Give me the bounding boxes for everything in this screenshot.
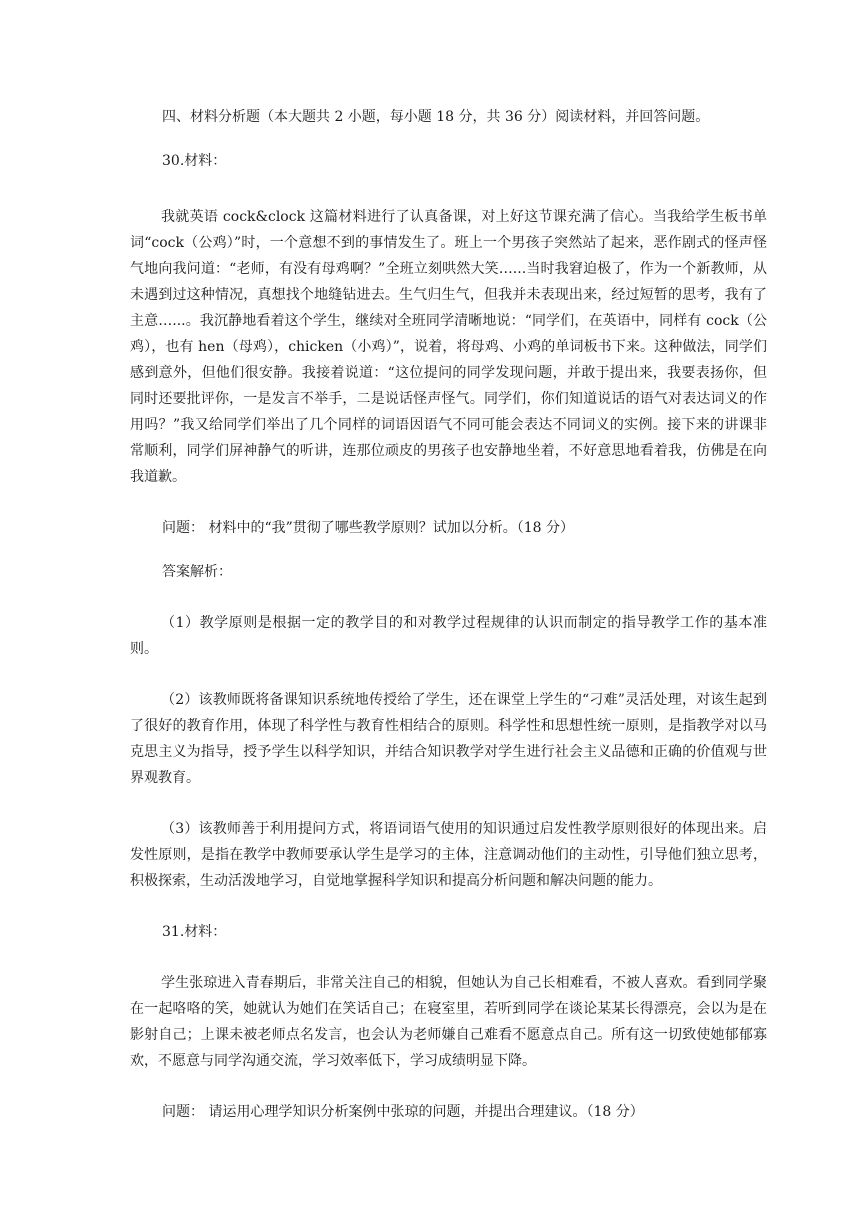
q31-question: 问题： 请运用心理学知识分析案例中张琼的问题，并提出合理建议。（18 分） [162,1104,644,1120]
section-title: 四、材料分析题（本大题共 2 小题，每小题 18 分，共 36 分）阅读材料，并回答问题。 [162,109,710,125]
q30-material: 我就英语 cock&clock 这篇材料进行了认真备课，对上好这节课充满了信心。当我给学生板书单词“cock（公鸡）”时，一个意想不到的事情发生了。班上一个男孩子突然站了起来，恶作剧式的怪声怪气地向我问道：“老师，有没有母鸡啊？”全班立刻哄然大笑…...当时我窘迫极了，作为一个新教师，从未遇到过这种情况，真想找个地缝钻进去。生气归生气，但我并未表现出来，经过短暂的思考，我有了主意…...。我沉静地看着这个学生，继续对全班同学清晰地说：“同学们，在英语中，同样有 cock（公鸡），也有 hen（母鸡），chicken（小鸡）”，说着，将母鸡、小鸡的单词板书下来。这种做法，同学们感到意外，但他们很安静。我接着说道：“这位提问的同学发现问题，并敢于提出来，我要表扬你，但同时还要批评你，一是发言不举手，二是说话怪声怪气。同学们，你们知道说话的语气对表达词义的作用吗？”我又给同学们举出了几个同样的词语因语气不同可能会表达不同词义的实例。接下来的讲课非常顺利，同学们屏神静气的听讲，连那位顽皮的男孩子也安静地坐着，不好意思地看着我，仿佛是在向我道歉。 [130,209,767,485]
q30-answer-1: （1）教学原则是根据一定的教学目的和对教学过程规律的认识而制定的指导教学工作的基本准则。 [130,615,767,657]
q30-answer-label: 答案解析： [162,564,232,580]
q31-label: 31.材料： [162,924,227,940]
q31-material: 学生张琼进入青春期后，非常关注自己的相貌，但她认为自己长相难看，不被人喜欢。看到同学聚在一起咯咯的笑，她就认为她们在笑话自己；在寝室里，若听到同学在谈论某某长得漂亮，会以为是在影射自己；上课未被老师点名发言，也会认为老师嫌自己难看不愿意点自己。所有这一切致使她郁郁寡欢，不愿意与同学沟通交流，学习效率低下，学习成绩明显下降。 [130,975,767,1069]
q30-answer-2: （2）该教师既将备课知识系统地传授给了学生，还在课堂上学生的“刁难”灵活处理，对该生起到了很好的教育作用，体现了科学性与教育性相结合的原则。科学性和思想性统一原则，是指教学对以马克思主义为指导，授予学生以科学知识，并结合知识教学对学生进行社会主义品德和正确的价值观与世界观教育。 [130,692,767,786]
q30-label: 30.材料： [162,153,227,169]
q30-question: 问题： 材料中的“我”贯彻了哪些教学原则？试加以分析。（18 分） [162,520,575,536]
q30-answer-3: （3）该教师善于利用提问方式，将语词语气使用的知识通过启发性教学原则很好的体现出来。启发性原则，是指在教学中教师要承认学生是学习的主体，注意调动他们的主动性，引导他们独立思考，积极探索，生动活泼地学习，自觉地掌握科学知识和提高分析问题和解决问题的能力。 [130,821,767,889]
